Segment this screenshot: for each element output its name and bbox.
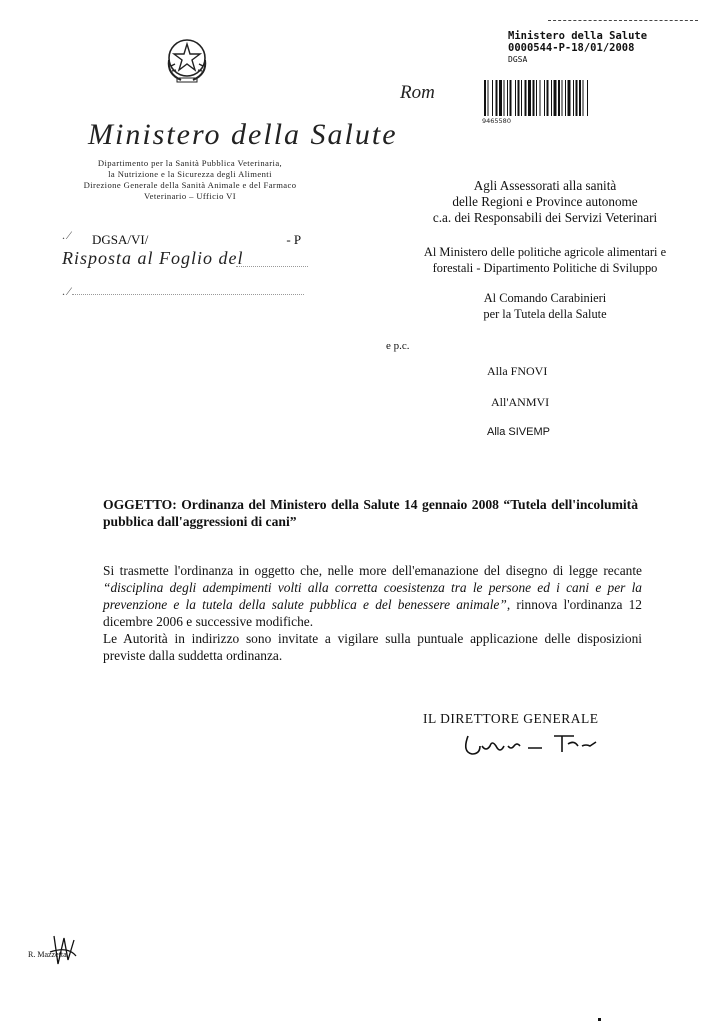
barcode-bar (510, 80, 512, 116)
body-paragraph-1 (103, 562, 642, 630)
barcode-bar (565, 80, 566, 116)
recipient-block-regions (365, 178, 725, 226)
barcode-bar (568, 80, 571, 116)
barcode (482, 80, 662, 116)
margin-mark: . ⁄ (62, 284, 71, 298)
epc-label: e p.c. (386, 340, 410, 352)
department-line: Veterinario – Ufficio VI (143, 191, 237, 201)
barcode-bar (554, 80, 557, 116)
cc-recipient: All'ANMVI (491, 395, 550, 409)
initials-text: R. Mazzetta (28, 950, 67, 959)
italian-republic-emblem-icon (163, 34, 211, 84)
risposta-dotted-line (236, 266, 308, 267)
barcode-bar (579, 80, 581, 116)
barcode-bar (583, 80, 584, 116)
recipient-line: forestali - Dipartimento Politiche di Sviluppo (432, 261, 658, 275)
barcode-bar (518, 80, 520, 116)
subject (103, 496, 638, 530)
barcode-bar (488, 80, 489, 116)
barcode-bar (499, 80, 502, 116)
barcode-bar (515, 80, 516, 116)
recipient-line: delle Regioni e Province autonome (452, 194, 638, 209)
recipient-line: Agli Assessorati alla sanità (473, 178, 617, 193)
body-text: , rinnova l'ordinanza 12 dicembre 2006 e successive modifiche. (103, 597, 642, 629)
body-text: Si trasmette l'ordinanza in oggetto che, nelle more dell'emanazione del disegno di legge recante (103, 563, 642, 578)
barcode-number: 9465580 (482, 117, 511, 125)
director-title: IL DIRETTORE GENERALE (423, 711, 599, 726)
ministry-name-script: Ministero della Salute (88, 118, 398, 151)
department-block (45, 158, 335, 202)
reference-line (92, 232, 301, 248)
department-line: la Nutrizione e la Sicurezza degli Alimenti (108, 169, 272, 179)
margin-mark: . ⁄ (62, 228, 71, 242)
department-line: Dipartimento per la Sanità Pubblica Veterinaria, (97, 158, 283, 168)
risposta-label: Risposta al Foglio del (62, 248, 244, 268)
barcode-bar (540, 80, 541, 116)
initials-mark (28, 930, 98, 970)
cc-recipient: Alla SIVEMP (487, 426, 550, 438)
reference-dgsa: DGSA/VI/ (92, 232, 149, 247)
barcode-bar (558, 80, 560, 116)
letter-body (103, 562, 642, 664)
barcode-bar (576, 80, 578, 116)
barcode-bar (551, 80, 552, 116)
recipient-block-ministry (365, 244, 725, 276)
stamp-dashes (548, 20, 698, 21)
protocol-line-1: Ministero della Salute (508, 30, 648, 42)
department-line: Direzione Generale della Sanità Animale e del Farmaco (83, 180, 297, 190)
barcode-bar (484, 80, 486, 116)
barcode-bar (496, 80, 498, 116)
barcode-bar (536, 80, 537, 116)
reference-suffix: - P (286, 232, 302, 247)
barcode-bar (533, 80, 535, 116)
barcode-bar (587, 80, 588, 116)
recipient-line: Al Comando Carabinieri (483, 291, 607, 305)
cc-recipient: Alla FNOVI (487, 364, 548, 378)
handwritten-signature (458, 722, 608, 762)
subject-text: Ordinanza del Ministero della Salute 14 gennaio 2008 “Tutela dell'incolumità pubblica dall'aggressioni di cani” (103, 497, 638, 529)
barcode-bar (507, 80, 508, 116)
recipient-line: Al Ministero delle politiche agricole alimentari e (423, 245, 667, 259)
barcode-bar (528, 80, 531, 116)
barcode-bar (504, 80, 505, 116)
subject-label: OGGETTO: (103, 497, 177, 512)
rom-mark: Rom (400, 82, 435, 103)
body-paragraph-2: Le Autorità in indirizzo sono invitate a vigilare sulla puntuale applicazione delle disposizioni previste dalla suddetta ordinanza. (103, 631, 642, 663)
barcode-bar (562, 80, 563, 116)
recipient-line: c.a. dei Responsabili dei Servizi Veterinari (432, 210, 658, 225)
recipient-block-carabinieri (365, 290, 725, 322)
barcode-bar (525, 80, 527, 116)
protocol-stamp (508, 30, 647, 66)
recipient-line: per la Tutela della Salute (483, 307, 607, 321)
barcode-bar (544, 80, 545, 116)
dotted-line (72, 294, 304, 295)
body-quote: “disciplina degli adempimenti volti alla corretta coesistenza tra le persone ed i cani e per la prevenzione e la tutela della salute pubblica e del benessere animale” (103, 580, 642, 612)
scan-dot (598, 1018, 601, 1021)
barcode-bar (521, 80, 522, 116)
barcode-bar (573, 80, 574, 116)
barcode-bar (547, 80, 549, 116)
barcode-bar (492, 80, 493, 116)
protocol-line-2: 0000544-P-18/01/2008 (508, 42, 635, 54)
protocol-line-3: DGSA (508, 55, 528, 64)
